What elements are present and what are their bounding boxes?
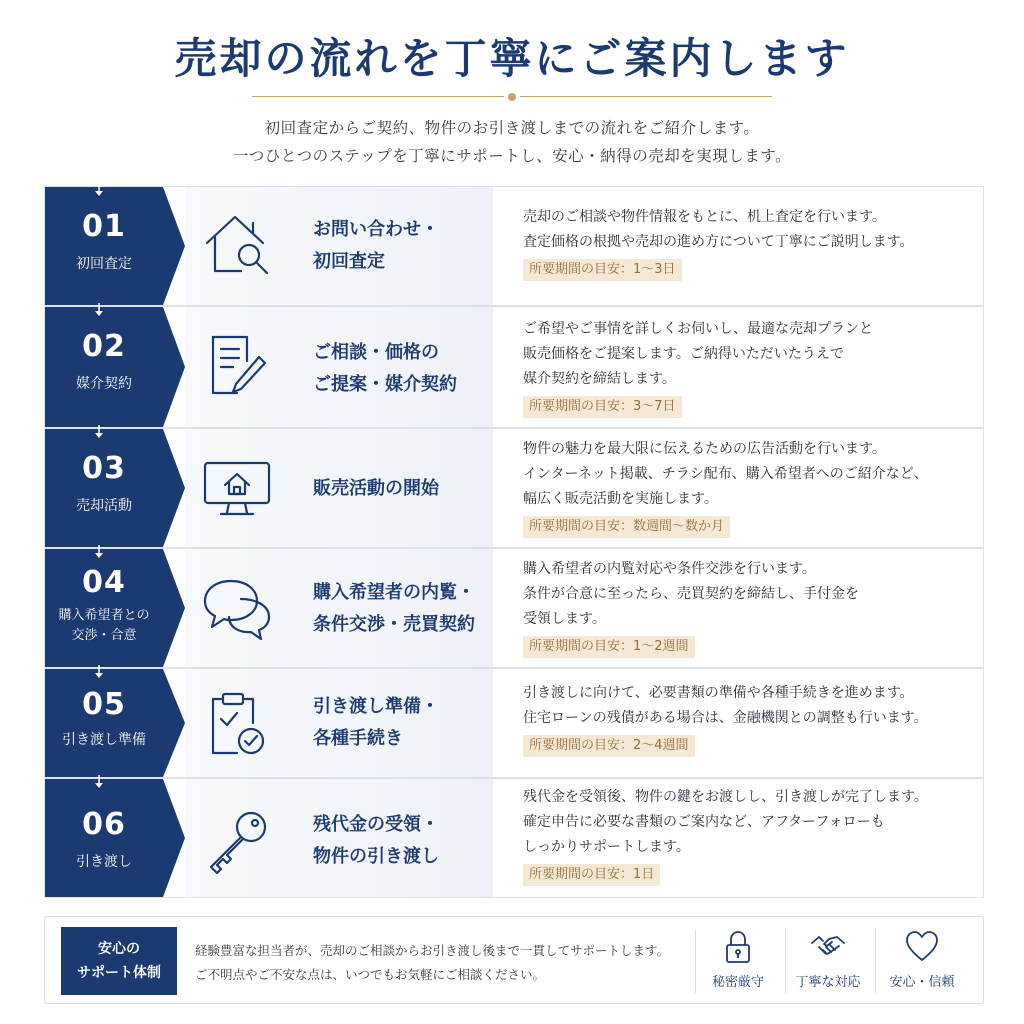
step-number: 04	[82, 565, 126, 600]
arrow-down-icon	[93, 303, 105, 317]
desc-line: 残代金を受領後、物件の鍵をお渡しし、引き渡しが完了します。	[523, 789, 928, 805]
step-label: 売却活動	[76, 498, 132, 514]
step-title-line: ご提案・媒介契約	[313, 374, 457, 395]
document-pen-icon	[201, 331, 273, 403]
intro-line: 初回査定からご契約、物件のお引き渡しまでの流れをご紹介します。	[264, 119, 760, 137]
step-label-line: 購入希望者との	[58, 608, 150, 623]
step-title	[313, 473, 503, 505]
support-text-line: ご不明点やご不安な点は、いつでもお気軽にご相談ください。	[195, 967, 546, 982]
desc-line: 住宅ローンの残債がある場合は、金融機関との調整も行います。	[523, 710, 928, 726]
arrow-down-icon	[93, 545, 105, 559]
step-label-line: 交渉・合意	[71, 628, 137, 643]
key-icon	[201, 805, 273, 877]
step-title	[313, 337, 503, 401]
step-label: 引き渡し	[76, 854, 132, 870]
step-04	[44, 548, 984, 668]
period-badge: 所要期間の目安：1〜3日	[523, 259, 682, 281]
step-number-block	[45, 669, 163, 777]
desc-line: 購入希望者の内覧対応や条件交渉を行います。	[523, 561, 816, 577]
step-number-block	[45, 307, 163, 427]
step-description	[523, 785, 973, 887]
step-title-line: 購入希望者の内覧・	[313, 582, 475, 603]
clipboard-check-icon	[201, 689, 273, 761]
support-text	[195, 939, 695, 987]
step-label: 初回査定	[76, 256, 132, 272]
divider	[875, 929, 876, 993]
step-description	[523, 681, 973, 758]
step-title-line: 条件交渉・売買契約	[313, 614, 475, 635]
period-badge: 所要期間の目安：1日	[523, 864, 660, 886]
step-title	[313, 577, 513, 641]
step-02	[44, 306, 984, 428]
desc-line: 査定価格の根拠や売却の進め方について丁寧にご説明します。	[523, 234, 914, 250]
desc-line: インターネット掲載、チラシ配布、購入希望者へのご紹介など、	[523, 466, 928, 482]
desc-line: 引き渡しに向けて、必要書類の準備や各種手続きを進めます。	[523, 685, 914, 701]
step-title-line: 残代金の受領・	[313, 814, 439, 835]
desc-line: 確定申告に必要な書類のご案内など、アフターフォローも	[523, 814, 885, 830]
step-title-line: 物件の引き渡し	[313, 846, 439, 867]
step-description	[523, 205, 973, 282]
desc-line: しっかりサポートします。	[523, 839, 690, 855]
chevron-shape	[163, 187, 185, 305]
step-title-line: ご相談・価格の	[313, 342, 439, 363]
step-description	[523, 437, 973, 539]
step-title	[313, 214, 503, 278]
chevron-shape	[163, 669, 185, 777]
step-number-block	[45, 549, 163, 667]
support-panel	[44, 916, 984, 1004]
chevron-shape	[163, 779, 185, 897]
step-title-line: 初回査定	[313, 251, 385, 272]
feature-courtesy	[783, 925, 873, 997]
step-03	[44, 428, 984, 548]
desc-line: 条件が合意に至ったら、売買契約を締結し、手付金を	[523, 586, 859, 602]
desc-line: 売却のご相談や物件情報をもとに、机上査定を行います。	[523, 209, 886, 225]
period-badge: 所要期間の目安：3〜7日	[523, 396, 682, 418]
feature-label: 秘密厳守	[711, 975, 764, 990]
desc-line: 物件の魅力を最大限に伝えるための広告活動を行います。	[523, 441, 886, 457]
step-number-block	[45, 429, 163, 547]
title-divider	[252, 93, 772, 101]
desc-line: ご希望やご事情を詳しくお伺いし、最適な売却プランと	[523, 321, 873, 337]
chevron-shape	[163, 549, 185, 667]
feature-confidentiality	[693, 925, 783, 997]
chevron-shape	[163, 429, 185, 547]
support-badge-line: 安心の	[98, 941, 140, 957]
step-label: 引き渡し準備	[62, 732, 146, 748]
step-01	[44, 186, 984, 306]
arrow-down-icon	[93, 775, 105, 789]
step-description	[523, 317, 973, 419]
desc-line: 媒介契約を締結します。	[523, 371, 676, 387]
step-title	[313, 809, 503, 873]
chat-bubbles-icon	[201, 573, 273, 645]
feature-label: 安心・信頼	[889, 975, 955, 990]
feature-label: 丁寧な対応	[795, 975, 861, 990]
support-text-line: 経験豊富な担当者が、売却のご相談からお引き渡し後まで一貫してサポートします。	[195, 943, 670, 958]
step-number: 05	[82, 687, 126, 722]
step-label	[45, 606, 163, 646]
house-search-icon	[201, 209, 273, 281]
step-05	[44, 668, 984, 778]
support-badge	[61, 927, 177, 995]
step-number: 03	[82, 451, 126, 486]
step-number: 06	[82, 807, 126, 842]
period-badge: 所要期間の目安：2〜4週間	[523, 735, 695, 757]
support-badge-line: サポート体制	[77, 965, 161, 981]
step-number: 01	[82, 209, 126, 244]
period-badge: 所要期間の目安：数週間〜数か月	[523, 516, 730, 538]
step-title	[313, 691, 503, 755]
padlock-icon	[720, 929, 756, 965]
intro-text	[0, 114, 1024, 170]
step-title-line: 各種手続き	[313, 728, 403, 749]
arrow-down-icon	[93, 183, 105, 197]
desc-line: 販売価格をご提案します。ご納得いただいたうえで	[523, 346, 844, 362]
monitor-house-icon	[201, 453, 273, 525]
handshake-icon	[810, 929, 846, 965]
step-number-block	[45, 779, 163, 897]
step-number: 02	[82, 329, 126, 364]
feature-trust	[877, 925, 967, 997]
arrow-down-icon	[93, 665, 105, 679]
step-description	[523, 557, 973, 659]
step-list	[44, 186, 984, 898]
desc-line: 受領します。	[523, 611, 606, 627]
page-title: 売却の流れを丁寧にご案内します	[174, 34, 850, 83]
intro-line: 一つひとつのステップを丁寧にサポートし、安心・納得の売却を実現します。	[232, 147, 792, 165]
step-title-line: お問い合わせ・	[313, 219, 439, 240]
desc-line: 幅広く販売活動を実施します。	[523, 491, 718, 507]
step-number-block	[45, 187, 163, 305]
step-title-line: 引き渡し準備・	[313, 696, 439, 717]
arrow-down-icon	[93, 425, 105, 439]
period-badge: 所要期間の目安：1〜2週間	[523, 636, 695, 658]
step-label: 媒介契約	[76, 376, 132, 392]
heart-icon	[904, 929, 940, 965]
step-title-line: 販売活動の開始	[313, 478, 439, 499]
chevron-shape	[163, 307, 185, 427]
step-06	[44, 778, 984, 898]
